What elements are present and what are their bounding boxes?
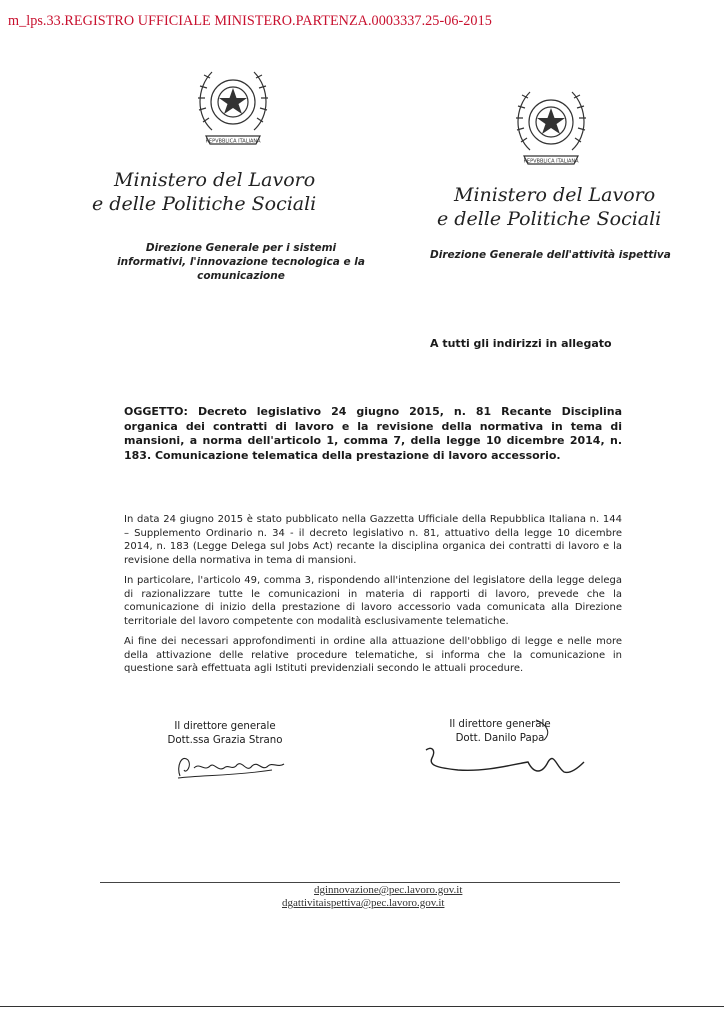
ministry-name-line1: Ministero del Lavoro (454, 184, 656, 206)
body-paragraph-2: In particolare, l'articolo 49, comma 3, rispondendo all'intenzione del legislatore della legge delega di razionalizzare tutte le comunicazioni in materia di rapporti di lavoro, prevede che la comunicazione di inizio della prestazione di lavoro accessorio vada comunicata alla Direzione territoriale del lavoro competente con modalità esclusivamente telematiche. (124, 575, 622, 627)
directorate-left-line3: comunicazione (197, 270, 285, 282)
directorate-left (106, 241, 376, 283)
subject-label: OGGETTO: (124, 405, 188, 418)
directorate-right: Direzione Generale dell'attività ispettiva (430, 249, 671, 261)
letterhead-left (92, 168, 362, 216)
italian-emblem-left-icon (190, 58, 276, 154)
footer-divider (100, 882, 620, 883)
ministry-name-line1: Ministero del Lavoro (114, 169, 316, 191)
footer-email-ispettiva[interactable]: dgattivitaispettiva@pec.lavoro.gov.it (282, 897, 445, 909)
signature-left-title: Il direttore generale (174, 721, 276, 732)
directorate-left-line1: Direzione Generale per i sistemi (145, 242, 337, 254)
directorate-left-line2: informativi, l'innovazione tecnologica e la (117, 256, 365, 268)
subject-text: Decreto legislativo 24 giugno 2015, n. 81 Recante Disciplina organica dei contratti di lavoro e la revisione della normativa in tema di mansioni, a norma dell'articolo 1, comma 7, della legge 10 dicembre 2014, n. 183. Comunicazione telematica della prestazione di lavoro accessorio. (124, 405, 622, 462)
italian-emblem-right-icon (508, 78, 594, 174)
handwritten-signature-right (418, 716, 588, 786)
subject (124, 405, 622, 463)
body-paragraph-3: Ai fine dei necessari approfondimenti in ordine alla attuazione dell'obbligo di legge e nelle more della attivazione delle relative procedure telematiche, si informa che la comunicazione in questione sarà effettuata agli Istituti previdenziali secondo le attuali procedure. (124, 636, 622, 675)
page-bottom-divider (0, 1006, 724, 1007)
signature-right-title: Il direttore generale (449, 719, 551, 730)
handwritten-signature-left (172, 748, 290, 782)
recipients-line: A tutti gli indirizzi in allegato (430, 337, 612, 350)
signature-right-name: Dott. Danilo Papa (455, 732, 545, 744)
emblem-ribbon-text: REPVBBLICA ITALIANA (523, 158, 579, 165)
ministry-name-line2: e delle Politiche Sociali (437, 208, 662, 230)
protocol-stamp: m_lps.33.REGISTRO UFFICIALE MINISTERO.PARTENZA.0003337.25-06-2015 (8, 13, 492, 29)
signature-left-name: Dott.ssa Grazia Strano (167, 734, 283, 746)
footer-email-innovazione[interactable]: dginnovazione@pec.lavoro.gov.it (314, 884, 463, 896)
signature-left (160, 720, 290, 747)
ministry-name-line2: e delle Politiche Sociali (92, 193, 317, 215)
body-paragraph-1: In data 24 giugno 2015 è stato pubblicato nella Gazzetta Ufficiale della Repubblica Italiana n. 144 – Supplemento Ordinario n. 34 - il decreto legislativo n. 81, attuativo della legge 10 dicembre 2014, n. 183 (Legge Delega sul Jobs Act) recante la disciplina organica dei contratti di lavoro e la revisione della normativa in tema di mansioni. (124, 514, 622, 566)
emblem-ribbon-text: REPVBBLICA ITALIANA (205, 138, 261, 145)
letterhead-right (437, 183, 697, 231)
